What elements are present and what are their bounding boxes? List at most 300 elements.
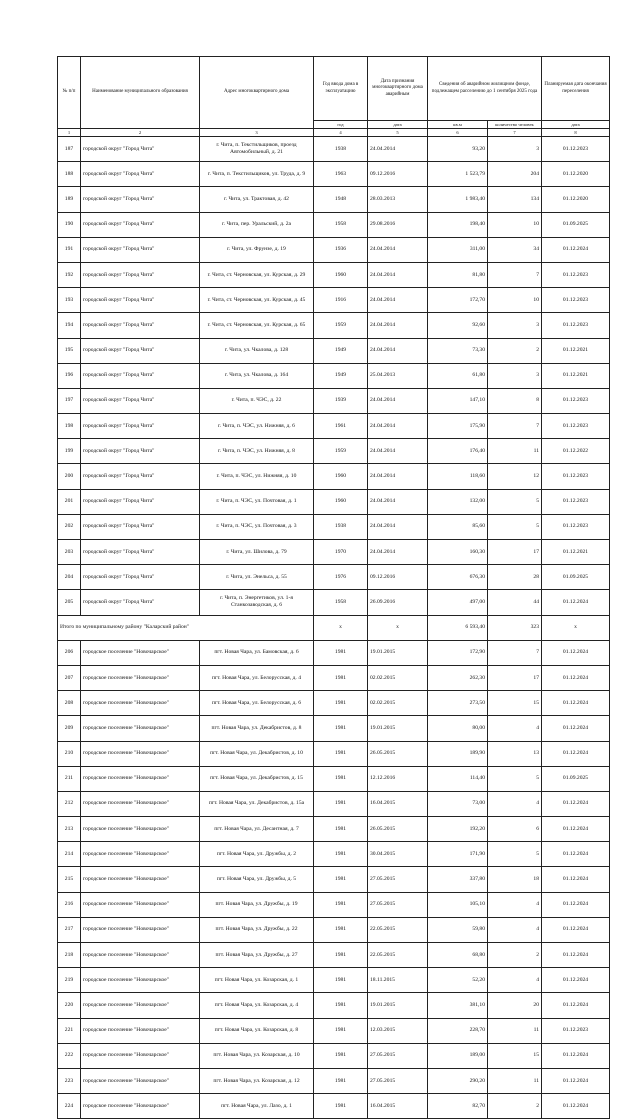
people-cell: 44: [488, 590, 542, 615]
address-cell: г. Чита, пер. Уральский, д. 2а: [200, 212, 314, 237]
year-cell: 1981: [314, 1094, 368, 1119]
people-cell: 34: [488, 237, 542, 262]
municipality-cell: городское поселение "Новочарское": [81, 917, 200, 942]
municipality-cell: городской округ "Город Чита": [81, 262, 200, 287]
municipality-cell: городское поселение "Новочарское": [81, 842, 200, 867]
year-cell: 1981: [314, 993, 368, 1018]
row-number: 209: [58, 716, 81, 741]
address-cell: г. Чита, ул. Шилова, д. 79: [200, 540, 314, 565]
address-cell: г. Чита, ул. Фрунзе, д. 19: [200, 237, 314, 262]
row-number: 213: [58, 817, 81, 842]
row-number: 211: [58, 766, 81, 791]
people-cell: 28: [488, 565, 542, 590]
municipality-cell: городской округ "Город Чита": [81, 439, 200, 464]
recognition-date-cell: 27.05.2015: [368, 1068, 428, 1093]
year-cell: 1939: [314, 388, 368, 413]
recognition-date-cell: 29.08.2016: [368, 212, 428, 237]
total-label: Итого по муниципальному району "Каларский район": [58, 615, 314, 640]
table-row: [58, 1043, 610, 1068]
address-cell: пгт. Новая Чара, ул. Декабристов, д. 10: [200, 741, 314, 766]
table-row: [58, 464, 610, 489]
people-cell: 10: [488, 212, 542, 237]
municipality-cell: городское поселение "Новочарское": [81, 665, 200, 690]
area-cell: 189,00: [428, 1043, 488, 1068]
table-row: [58, 766, 610, 791]
table-body-total: [58, 615, 610, 640]
area-cell: 676,30: [428, 565, 488, 590]
table-row: [58, 414, 610, 439]
row-number: 187: [58, 137, 81, 162]
municipality-cell: городской округ "Город Чита": [81, 363, 200, 388]
planned-date-cell: 01.12.2023: [542, 262, 610, 287]
year-cell: 1949: [314, 338, 368, 363]
municipality-cell: городское поселение "Новочарское": [81, 640, 200, 665]
year-cell: 1981: [314, 766, 368, 791]
row-number: 193: [58, 288, 81, 313]
planned-date-cell: 01.12.2021: [542, 338, 610, 363]
people-cell: 2: [488, 1094, 542, 1119]
recognition-date-cell: 24.04.2014: [368, 414, 428, 439]
people-cell: 7: [488, 262, 542, 287]
municipality-cell: городское поселение "Новочарское": [81, 817, 200, 842]
area-cell: 172,70: [428, 288, 488, 313]
address-cell: г. Чита, п. ЧЭС, ул. Нижняя, д. 6: [200, 414, 314, 439]
recognition-date-cell: 24.04.2014: [368, 388, 428, 413]
people-cell: 5: [488, 842, 542, 867]
table-row: [58, 1068, 610, 1093]
row-number: 217: [58, 917, 81, 942]
row-number: 190: [58, 212, 81, 237]
area-cell: 105,10: [428, 892, 488, 917]
table-row: [58, 1094, 610, 1119]
municipality-cell: городское поселение "Новочарское": [81, 741, 200, 766]
planned-date-cell: 01.12.2022: [542, 439, 610, 464]
subheader-date: дата: [368, 121, 428, 129]
year-cell: 1981: [314, 1043, 368, 1068]
row-number: 215: [58, 867, 81, 892]
address-cell: г. Чита, п. ЧЭС, ул. Почтовая, д. 3: [200, 514, 314, 539]
column-number: 4: [314, 129, 368, 137]
municipality-cell: городское поселение "Новочарское": [81, 691, 200, 716]
planned-date-cell: 01.12.2024: [542, 867, 610, 892]
row-number: 208: [58, 691, 81, 716]
municipality-cell: городской округ "Город Чита": [81, 162, 200, 187]
table-row: [58, 237, 610, 262]
planned-date-cell: 01.12.2021: [542, 540, 610, 565]
people-cell: 11: [488, 1068, 542, 1093]
column-number: 7: [488, 129, 542, 137]
recognition-date-cell: 12.03.2015: [368, 1018, 428, 1043]
table-row: [58, 943, 610, 968]
people-cell: 12: [488, 464, 542, 489]
municipality-cell: городское поселение "Новочарское": [81, 968, 200, 993]
row-number: 192: [58, 262, 81, 287]
year-cell: 1981: [314, 842, 368, 867]
row-number: 219: [58, 968, 81, 993]
planned-date-cell: 01.12.2024: [542, 237, 610, 262]
recognition-date-cell: 30.04.2015: [368, 842, 428, 867]
municipality-cell: городское поселение "Новочарское": [81, 791, 200, 816]
people-cell: 204: [488, 162, 542, 187]
municipality-cell: городской округ "Город Чита": [81, 237, 200, 262]
row-number: 207: [58, 665, 81, 690]
people-cell: 3: [488, 137, 542, 162]
planned-date-cell: 01.12.2024: [542, 665, 610, 690]
municipality-cell: городское поселение "Новочарское": [81, 943, 200, 968]
year-cell: 1981: [314, 1018, 368, 1043]
area-cell: 59,80: [428, 917, 488, 942]
people-cell: 5: [488, 489, 542, 514]
year-cell: 1981: [314, 867, 368, 892]
address-cell: пгт. Новая Чара, ул. Декабристов, д. 15: [200, 766, 314, 791]
table-row: [58, 363, 610, 388]
year-cell: 1981: [314, 741, 368, 766]
area-cell: 68,80: [428, 943, 488, 968]
year-cell: 1958: [314, 590, 368, 615]
recognition-date-cell: 24.04.2014: [368, 262, 428, 287]
table-row: [58, 187, 610, 212]
total-row: [58, 615, 610, 640]
subheader-area: кв.м: [428, 121, 488, 129]
table-row: [58, 590, 610, 615]
table-row: [58, 1018, 610, 1043]
planned-date-cell: 01.09.2025: [542, 766, 610, 791]
area-cell: 228,70: [428, 1018, 488, 1043]
year-cell: 1976: [314, 565, 368, 590]
recognition-date-cell: 19.01.2015: [368, 993, 428, 1018]
row-number: 195: [58, 338, 81, 363]
table-row: [58, 288, 610, 313]
row-number: 204: [58, 565, 81, 590]
address-cell: пгт. Новая Чара, ул. Дружбы, д. 5: [200, 867, 314, 892]
planned-date-cell: 01.12.2020: [542, 187, 610, 212]
municipality-cell: городской округ "Город Чита": [81, 464, 200, 489]
row-number: 197: [58, 388, 81, 413]
year-cell: 1959: [314, 439, 368, 464]
address-cell: г. Чита, ул. Чкалова, д. 164: [200, 363, 314, 388]
area-cell: 132,00: [428, 489, 488, 514]
people-cell: 13: [488, 741, 542, 766]
people-cell: 7: [488, 640, 542, 665]
address-cell: г. Чита, ст. Черновская, ул. Курская, д. 45: [200, 288, 314, 313]
header-row: [58, 57, 610, 121]
municipality-cell: городской округ "Город Чита": [81, 313, 200, 338]
people-cell: 3: [488, 313, 542, 338]
row-number: 205: [58, 590, 81, 615]
municipality-cell: городской округ "Город Чита": [81, 565, 200, 590]
address-cell: г. Чита, п. ЧЭС, д. 22: [200, 388, 314, 413]
recognition-date-cell: 27.05.2015: [368, 1043, 428, 1068]
people-cell: 4: [488, 917, 542, 942]
planned-date-cell: 01.12.2023: [542, 1018, 610, 1043]
year-cell: 1981: [314, 892, 368, 917]
year-cell: 1949: [314, 363, 368, 388]
subheader-plan: дата: [542, 121, 610, 129]
planned-date-cell: 01.12.2023: [542, 388, 610, 413]
table-body-novochara: [58, 640, 610, 1119]
recognition-date-cell: 26.09.2016: [368, 590, 428, 615]
table-row: [58, 489, 610, 514]
year-cell: 1960: [314, 464, 368, 489]
year-cell: 1981: [314, 716, 368, 741]
table-row: [58, 716, 610, 741]
people-cell: 15: [488, 1043, 542, 1068]
year-cell: 1960: [314, 262, 368, 287]
area-cell: 311,00: [428, 237, 488, 262]
area-cell: 160,30: [428, 540, 488, 565]
header-year: Год ввода дома в эксплуатацию: [314, 57, 368, 121]
planned-date-cell: 01.09.2025: [542, 212, 610, 237]
municipality-cell: городское поселение "Новочарское": [81, 1018, 200, 1043]
area-cell: 80,00: [428, 716, 488, 741]
table-row: [58, 313, 610, 338]
planned-date-cell: 01.12.2024: [542, 1094, 610, 1119]
header-resettlement-info: Сведения об аварийном жилищном фонде, подлежащем расселению до 1 сентября 2025 года: [428, 57, 542, 121]
municipality-cell: городское поселение "Новочарское": [81, 1068, 200, 1093]
total-date: x: [368, 615, 428, 640]
row-number: 200: [58, 464, 81, 489]
planned-date-cell: 01.12.2023: [542, 313, 610, 338]
table-body-chita: [58, 137, 610, 616]
table-row: [58, 993, 610, 1018]
table-row: [58, 640, 610, 665]
address-cell: г. Чита, п. ЧЭС, ул. Нижняя, д. 10: [200, 464, 314, 489]
column-number: 5: [368, 129, 428, 137]
address-cell: пгт. Новая Чара, ул. Дружбы, д. 27: [200, 943, 314, 968]
year-cell: 1916: [314, 288, 368, 313]
total-plan: x: [542, 615, 610, 640]
recognition-date-cell: 24.04.2014: [368, 489, 428, 514]
planned-date-cell: 01.12.2024: [542, 968, 610, 993]
people-cell: 8: [488, 388, 542, 413]
municipality-cell: городское поселение "Новочарское": [81, 1094, 200, 1119]
address-cell: пгт. Новая Чара, ул. Козарская, д. 10: [200, 1043, 314, 1068]
planned-date-cell: 01.12.2024: [542, 943, 610, 968]
year-cell: 1981: [314, 943, 368, 968]
area-cell: 114,40: [428, 766, 488, 791]
recognition-date-cell: 19.01.2015: [368, 716, 428, 741]
area-cell: 290,20: [428, 1068, 488, 1093]
people-cell: 11: [488, 439, 542, 464]
municipality-cell: городское поселение "Новочарское": [81, 716, 200, 741]
planned-date-cell: 01.12.2023: [542, 288, 610, 313]
people-cell: 17: [488, 540, 542, 565]
table-row: [58, 338, 610, 363]
planned-date-cell: 01.12.2024: [542, 817, 610, 842]
year-cell: 1981: [314, 1068, 368, 1093]
address-cell: пгт. Новая Чара, ул. Десантная, д. 7: [200, 817, 314, 842]
row-number: 220: [58, 993, 81, 1018]
table-row: [58, 917, 610, 942]
municipality-cell: городской округ "Город Чита": [81, 489, 200, 514]
recognition-date-cell: 19.01.2015: [368, 640, 428, 665]
municipality-cell: городской округ "Город Чита": [81, 187, 200, 212]
table-row: [58, 514, 610, 539]
recognition-date-cell: 24.04.2014: [368, 338, 428, 363]
year-cell: 1981: [314, 640, 368, 665]
municipality-cell: городской округ "Город Чита": [81, 137, 200, 162]
row-number: 218: [58, 943, 81, 968]
row-number: 191: [58, 237, 81, 262]
area-cell: 147,10: [428, 388, 488, 413]
municipality-cell: городской округ "Город Чита": [81, 338, 200, 363]
year-cell: 1961: [314, 414, 368, 439]
table-row: [58, 212, 610, 237]
recognition-date-cell: 12.12.2016: [368, 766, 428, 791]
row-number: 212: [58, 791, 81, 816]
planned-date-cell: 01.12.2023: [542, 489, 610, 514]
area-cell: 118,60: [428, 464, 488, 489]
table-row: [58, 691, 610, 716]
recognition-date-cell: 24.04.2014: [368, 237, 428, 262]
address-cell: пгт. Новая Чара, ул. Дружбы, д. 2: [200, 842, 314, 867]
address-cell: г. Чита, п. Текстильщиков, проезд Автомобильный, д. 21: [200, 137, 314, 162]
recognition-date-cell: 28.03.2013: [368, 187, 428, 212]
municipality-cell: городской округ "Город Чита": [81, 540, 200, 565]
municipality-cell: городское поселение "Новочарское": [81, 1043, 200, 1068]
table-row: [58, 439, 610, 464]
area-cell: 1 983,40: [428, 187, 488, 212]
address-cell: пгт. Новая Чара, ул. Бамовская, д. 6: [200, 640, 314, 665]
area-cell: 172,90: [428, 640, 488, 665]
year-cell: 1963: [314, 162, 368, 187]
municipality-cell: городской округ "Город Чита": [81, 414, 200, 439]
planned-date-cell: 01.12.2021: [542, 363, 610, 388]
municipality-cell: городской округ "Город Чита": [81, 514, 200, 539]
area-cell: 262,30: [428, 665, 488, 690]
row-number: 216: [58, 892, 81, 917]
total-people: 323: [488, 615, 542, 640]
row-number: 222: [58, 1043, 81, 1068]
people-cell: 4: [488, 716, 542, 741]
area-cell: 81,80: [428, 262, 488, 287]
people-cell: 17: [488, 665, 542, 690]
year-cell: 1981: [314, 791, 368, 816]
recognition-date-cell: 24.04.2014: [368, 439, 428, 464]
row-number: 201: [58, 489, 81, 514]
recognition-date-cell: 24.04.2014: [368, 464, 428, 489]
total-area: 6 593,40: [428, 615, 488, 640]
municipality-cell: городское поселение "Новочарское": [81, 766, 200, 791]
column-number: 3: [200, 129, 314, 137]
planned-date-cell: 01.09.2025: [542, 565, 610, 590]
recognition-date-cell: 25.04.2013: [368, 363, 428, 388]
area-cell: 61,80: [428, 363, 488, 388]
people-cell: 7: [488, 414, 542, 439]
people-cell: 20: [488, 993, 542, 1018]
area-cell: 189,90: [428, 741, 488, 766]
recognition-date-cell: 16.04.2015: [368, 791, 428, 816]
planned-date-cell: 01.12.2023: [542, 464, 610, 489]
table-row: [58, 817, 610, 842]
planned-date-cell: 01.12.2024: [542, 716, 610, 741]
address-cell: г. Чита, ул. Трактовая, д. 42: [200, 187, 314, 212]
year-cell: 1981: [314, 817, 368, 842]
row-number: 224: [58, 1094, 81, 1119]
area-cell: 93,20: [428, 137, 488, 162]
recognition-date-cell: 24.04.2014: [368, 540, 428, 565]
area-cell: 273,50: [428, 691, 488, 716]
recognition-date-cell: 24.04.2014: [368, 313, 428, 338]
year-cell: 1959: [314, 313, 368, 338]
table-row: [58, 867, 610, 892]
area-cell: 497,00: [428, 590, 488, 615]
people-cell: 11: [488, 1018, 542, 1043]
address-cell: пгт. Новая Чара, ул. Дружбы, д. 22: [200, 917, 314, 942]
table-row: [58, 162, 610, 187]
row-number: 198: [58, 414, 81, 439]
row-number: 202: [58, 514, 81, 539]
address-cell: пгт. Новая Чара, ул. Козарская, д. 8: [200, 1018, 314, 1043]
row-number: 221: [58, 1018, 81, 1043]
table-row: [58, 137, 610, 162]
planned-date-cell: 01.12.2024: [542, 590, 610, 615]
header-municipality: Наименование муниципального образования: [81, 57, 200, 129]
planned-date-cell: 01.12.2024: [542, 1043, 610, 1068]
address-cell: г. Чита, п. ЧЭС, ул. Нижняя, д. 8: [200, 439, 314, 464]
area-cell: 175,90: [428, 414, 488, 439]
row-number: 199: [58, 439, 81, 464]
planned-date-cell: 01.12.2024: [542, 917, 610, 942]
column-number-row: [58, 129, 610, 137]
table-row: [58, 540, 610, 565]
people-cell: 2: [488, 338, 542, 363]
row-number: 203: [58, 540, 81, 565]
municipality-cell: городское поселение "Новочарское": [81, 867, 200, 892]
recognition-date-cell: 02.02.2015: [368, 691, 428, 716]
people-cell: 6: [488, 817, 542, 842]
address-cell: г. Чита, ул. Энельса, д. 55: [200, 565, 314, 590]
recognition-date-cell: 09.12.2016: [368, 565, 428, 590]
recognition-date-cell: 27.05.2015: [368, 892, 428, 917]
planned-date-cell: 01.12.2020: [542, 162, 610, 187]
year-cell: 1938: [314, 514, 368, 539]
table-row: [58, 262, 610, 287]
people-cell: 134: [488, 187, 542, 212]
table-row: [58, 842, 610, 867]
municipality-cell: городской округ "Город Чита": [81, 388, 200, 413]
recognition-date-cell: 26.05.2015: [368, 817, 428, 842]
address-cell: пгт. Новая Чара, ул. Декабристов, д. 15а: [200, 791, 314, 816]
table-row: [58, 968, 610, 993]
municipality-cell: городское поселение "Новочарское": [81, 993, 200, 1018]
year-cell: 1981: [314, 968, 368, 993]
people-cell: 18: [488, 867, 542, 892]
recognition-date-cell: 22.05.2015: [368, 917, 428, 942]
header-recognition-date: Дата признания многоквартирного дома аварийным: [368, 57, 428, 121]
recognition-date-cell: 16.04.2015: [368, 1094, 428, 1119]
address-cell: г. Чита, ст. Черновская, ул. Курская, д. 29: [200, 262, 314, 287]
planned-date-cell: 01.12.2023: [542, 514, 610, 539]
planned-date-cell: 01.12.2024: [542, 993, 610, 1018]
year-cell: 1981: [314, 665, 368, 690]
address-cell: г. Чита, п. ЧЭС, ул. Почтовая, д. 1: [200, 489, 314, 514]
area-cell: 82,70: [428, 1094, 488, 1119]
year-cell: 1938: [314, 137, 368, 162]
recognition-date-cell: 24.04.2014: [368, 137, 428, 162]
people-cell: 4: [488, 791, 542, 816]
planned-date-cell: 01.12.2024: [542, 691, 610, 716]
people-cell: 2: [488, 943, 542, 968]
column-number: 2: [81, 129, 200, 137]
address-cell: пгт. Новая Чара, ул. Козарская, д. 4: [200, 993, 314, 1018]
recognition-date-cell: 22.05.2015: [368, 943, 428, 968]
row-number: 206: [58, 640, 81, 665]
address-cell: пгт. Новая Чара, ул. Декабристов, д. 8: [200, 716, 314, 741]
address-cell: пгт. Новая Чара, ул. Лазо, д. 1: [200, 1094, 314, 1119]
planned-date-cell: 01.12.2024: [542, 791, 610, 816]
address-cell: г. Чита, ст. Черновская, ул. Курская, д. 65: [200, 313, 314, 338]
